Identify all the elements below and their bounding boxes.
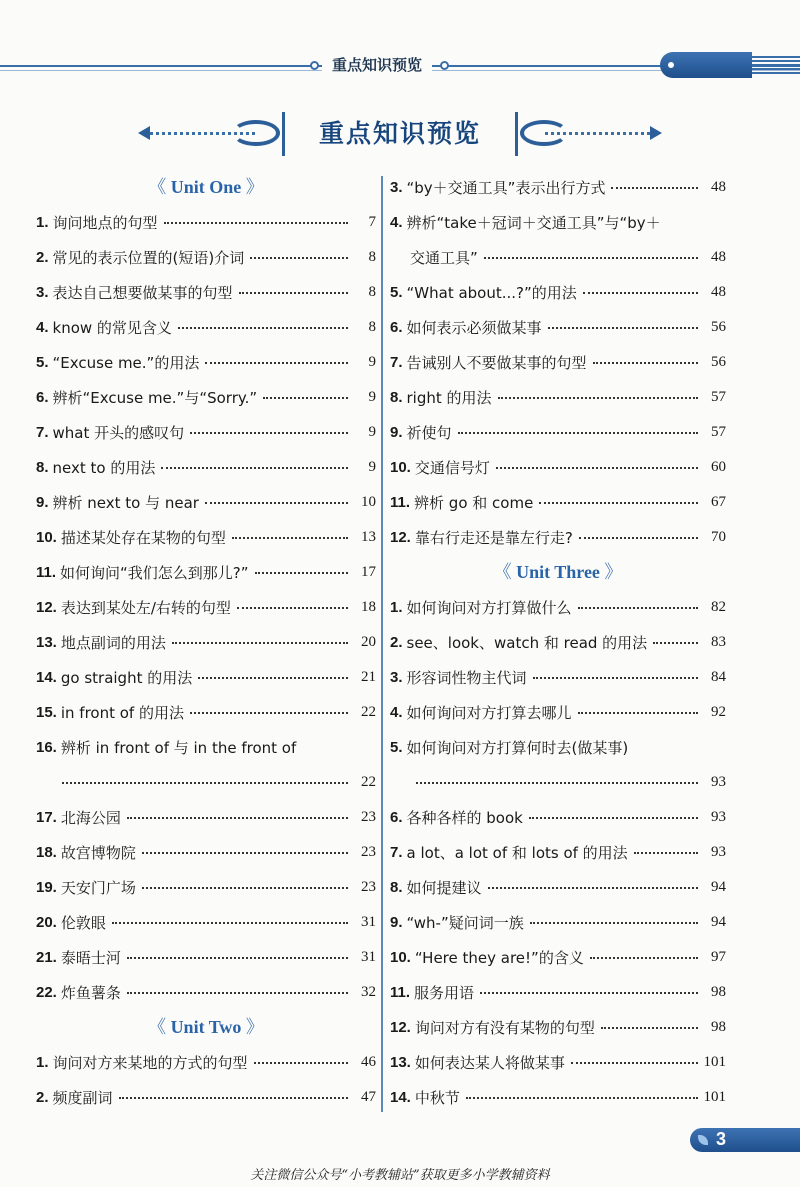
dot-leader: [593, 362, 698, 364]
entry-title: 各种各样的 book: [406, 809, 523, 827]
unit-heading: 《 Unit Two 》: [148, 1017, 264, 1037]
toc-entry[interactable]: [390, 695, 726, 730]
toc-entry[interactable]: [390, 730, 726, 765]
toc-entry[interactable]: [36, 835, 376, 870]
toc-entry[interactable]: [36, 730, 376, 765]
leaf-icon: [698, 1135, 708, 1145]
entry-title: next to 的用法: [52, 459, 156, 477]
entry-title-continued: 交通工具”: [410, 249, 478, 267]
footer-note: 关注微信公众号“小考教辅站”获取更多小学教辅资料: [250, 1168, 550, 1183]
entry-title: 频度副词: [52, 1089, 113, 1107]
entry-title: “wh-”疑问词一族: [406, 914, 524, 932]
dotted-ornament: [545, 132, 650, 135]
entry-number: 4.: [390, 704, 403, 721]
unit-heading: 《 Unit Three 》: [493, 562, 623, 582]
dot-leader: [142, 852, 348, 854]
entry-title: 常见的表示位置的(短语)介词: [52, 249, 245, 267]
dot-leader: [178, 327, 348, 329]
entry-title: 辨析 in front of 与 in the front of: [60, 739, 297, 757]
unit-heading: 《 Unit One 》: [148, 177, 264, 197]
entry-title: 如何询问对方打算做什么: [406, 599, 572, 617]
circle-ornament-icon: [440, 61, 449, 70]
dot-leader: [571, 1062, 698, 1064]
entry-number: 10.: [36, 529, 57, 546]
dot-leader: [119, 1097, 348, 1099]
dot-leader: [498, 397, 698, 399]
toc-entry[interactable]: [390, 310, 726, 345]
entry-number: 7.: [390, 354, 403, 371]
entry-page: 94: [711, 914, 726, 930]
dot-leader: [239, 292, 348, 294]
entry-page: 57: [711, 389, 726, 405]
entry-number: 5.: [390, 284, 403, 301]
dot-leader: [232, 537, 348, 539]
entry-title: 表达到某处左/右转的句型: [60, 599, 231, 617]
entry-title: 描述某处存在某物的句型: [60, 529, 226, 547]
entry-page: 101: [703, 1054, 726, 1070]
entry-page: 48: [711, 179, 726, 195]
entry-title: 祈使句: [406, 424, 452, 442]
toc-entry[interactable]: [390, 380, 726, 415]
dot-leader: [578, 607, 698, 609]
entry-page: 13: [361, 529, 376, 545]
dot-leader: [634, 852, 698, 854]
toc-entry[interactable]: [36, 310, 376, 345]
entry-title: see、look、watch 和 read 的用法: [406, 634, 648, 652]
dot-leader: [601, 1027, 698, 1029]
entry-title: 询问地点的句型: [52, 214, 158, 232]
entry-title: 如何表达某人将做某事: [414, 1054, 565, 1072]
entry-page: 47: [361, 1089, 376, 1105]
entry-number: 8.: [36, 459, 49, 476]
dot-leader: [496, 467, 698, 469]
entry-title: go straight 的用法: [60, 669, 193, 687]
entry-page: 8: [368, 284, 376, 300]
dot-leader: [488, 887, 698, 889]
dot-leader: [458, 432, 698, 434]
entry-page: 83: [711, 634, 726, 650]
entry-number: 11.: [390, 984, 411, 1001]
dot-leader: [237, 607, 348, 609]
entry-number: 8.: [390, 389, 403, 406]
toc-entry[interactable]: [390, 485, 726, 520]
toc-column-left: [36, 170, 376, 1115]
toc-entry[interactable]: [390, 415, 726, 450]
entry-number: 8.: [390, 879, 403, 896]
toc-entry-continuation: [36, 765, 376, 800]
entry-number: 16.: [36, 739, 57, 756]
header-stripes: [752, 56, 800, 74]
dot-leader: [653, 642, 698, 644]
entry-page: 93: [711, 844, 726, 860]
entry-number: 4.: [36, 319, 49, 336]
entry-title: 天安门广场: [60, 879, 136, 897]
entry-number: 12.: [390, 1019, 411, 1036]
entry-number: 18.: [36, 844, 57, 861]
header-band: [0, 48, 800, 84]
entry-number: 1.: [390, 599, 403, 616]
dot-leader: [172, 642, 348, 644]
toc-entry[interactable]: [36, 975, 376, 1010]
entry-title: 地点副词的用法: [60, 634, 166, 652]
entry-number: 10.: [390, 949, 411, 966]
entry-number: 2.: [36, 249, 49, 266]
entry-title: know 的常见含义: [52, 319, 172, 337]
toc-entry[interactable]: [36, 205, 376, 240]
column-divider: [381, 176, 383, 1112]
entry-title: in front of 的用法: [60, 704, 184, 722]
dot-leader: [579, 537, 698, 539]
dot-leader: [263, 397, 348, 399]
dot-leader: [611, 187, 698, 189]
entry-title: what 开头的感叹句: [52, 424, 185, 442]
entry-number: 5.: [36, 354, 49, 371]
entry-page: 8: [368, 249, 376, 265]
entry-page: 57: [711, 424, 726, 440]
entry-page: 31: [361, 949, 376, 965]
toc-entry[interactable]: [36, 625, 376, 660]
entry-title: “by＋交通工具”表示出行方式: [406, 179, 606, 197]
header-title: 重点知识预览: [322, 54, 432, 75]
entry-number: 3.: [36, 284, 49, 301]
page-number: 3: [716, 1129, 727, 1149]
entry-title: 辨析“take＋冠词＋交通工具”与“by＋: [406, 214, 661, 232]
dot-leader: [530, 922, 698, 924]
entry-number: 6.: [390, 809, 403, 826]
dot-leader: [254, 1062, 348, 1064]
entry-page: 67: [711, 494, 726, 510]
entry-page: 101: [703, 1089, 726, 1105]
dot-leader: [190, 432, 348, 434]
toc-entry[interactable]: [390, 940, 726, 975]
entry-number: 9.: [390, 424, 403, 441]
toc-entry[interactable]: [36, 240, 376, 275]
dot-leader: [255, 572, 348, 574]
entry-page: 17: [361, 564, 376, 580]
entry-number: 10.: [390, 459, 411, 476]
entry-number: 6.: [390, 319, 403, 336]
entry-page: 9: [368, 424, 376, 440]
entry-title: 伦敦眼: [60, 914, 106, 932]
toc-entry[interactable]: [390, 1045, 726, 1080]
dot-leader: [164, 222, 348, 224]
toc-entry[interactable]: [36, 520, 376, 555]
entry-title: 靠右行走还是靠左行走?: [414, 529, 573, 547]
entry-title: 如何表示必须做某事: [406, 319, 542, 337]
dot-leader: [539, 502, 698, 504]
entry-title: 如何提建议: [406, 879, 482, 897]
dot-leader: [548, 327, 698, 329]
entry-number: 11.: [390, 494, 411, 511]
toc-column-right: [390, 170, 726, 1115]
dot-leader: [112, 922, 348, 924]
toc-entry[interactable]: [390, 800, 726, 835]
entry-page: 20: [361, 634, 376, 650]
entry-page: 32: [361, 984, 376, 1000]
entry-title: 服务用语: [414, 984, 475, 1002]
entry-number: 12.: [390, 529, 411, 546]
dot-leader: [533, 677, 698, 679]
dot-leader: [62, 782, 348, 784]
toc-entry[interactable]: [36, 275, 376, 310]
arrow-ornament-icon: [138, 126, 150, 140]
entry-title: 北海公园: [60, 809, 121, 827]
toc-entry[interactable]: [36, 870, 376, 905]
entry-title: 中秋节: [414, 1089, 460, 1107]
entry-page: 9: [368, 389, 376, 405]
entry-number: 9.: [36, 494, 49, 511]
toc-entry[interactable]: [36, 800, 376, 835]
toc-entry[interactable]: [390, 520, 726, 555]
toc-entry[interactable]: [36, 450, 376, 485]
entry-page: 84: [711, 669, 726, 685]
toc-entry-continuation: [390, 765, 726, 800]
dot-leader: [205, 502, 348, 504]
entry-title: 故宫博物院: [60, 844, 136, 862]
dot-leader: [583, 292, 698, 294]
entry-number: 13.: [36, 634, 57, 651]
entry-page: 93: [711, 774, 726, 790]
entry-number: 7.: [36, 424, 49, 441]
dot-leader: [127, 957, 348, 959]
entry-title: 询问对方来某地的方式的句型: [52, 1054, 248, 1072]
dot-leader: [190, 712, 348, 714]
toc-entry[interactable]: [36, 345, 376, 380]
entry-number: 15.: [36, 704, 57, 721]
entry-page: 48: [711, 284, 726, 300]
entry-page: 82: [711, 599, 726, 615]
entry-title: 如何询问对方打算何时去(做某事): [406, 739, 629, 757]
dot-leader: [205, 362, 348, 364]
entry-number: 6.: [36, 389, 49, 406]
toc-entry[interactable]: [390, 975, 726, 1010]
entry-page: 23: [361, 809, 376, 825]
circle-ornament-icon: [310, 61, 319, 70]
toc-entry[interactable]: [36, 940, 376, 975]
entry-title: 表达自己想要做某事的句型: [52, 284, 233, 302]
dot-leader: [590, 957, 698, 959]
toc-entry[interactable]: [390, 625, 726, 660]
entry-page: 60: [711, 459, 726, 475]
entry-number: 4.: [390, 214, 403, 231]
dot-leader: [466, 1097, 698, 1099]
toc-entry[interactable]: [36, 1045, 376, 1080]
entry-title: 炸鱼薯条: [60, 984, 121, 1002]
entry-number: 22.: [36, 984, 57, 1001]
entry-page: 23: [361, 879, 376, 895]
entry-page: 56: [711, 354, 726, 370]
dot-leader: [161, 467, 348, 469]
entry-title: 如何询问对方打算去哪儿: [406, 704, 572, 722]
entry-title: 询问对方有没有某物的句型: [414, 1019, 595, 1037]
toc-entry[interactable]: [390, 205, 726, 240]
toc-entry[interactable]: [36, 485, 376, 520]
toc-entry[interactable]: [390, 450, 726, 485]
toc-entry[interactable]: [390, 870, 726, 905]
entry-title: 形容词性物主代词: [406, 669, 527, 687]
toc-entry[interactable]: [390, 345, 726, 380]
entry-page: 94: [711, 879, 726, 895]
arrow-ornament-icon: [650, 126, 662, 140]
toc-entry[interactable]: [390, 905, 726, 940]
entry-number: 1.: [36, 214, 49, 231]
toc-entry[interactable]: [390, 1010, 726, 1045]
page-title: 重点知识预览: [282, 112, 518, 156]
dot-leader: [198, 677, 348, 679]
toc-entry[interactable]: [390, 590, 726, 625]
dot-leader: [142, 887, 348, 889]
entry-page: 56: [711, 319, 726, 335]
section-title-banner: [0, 112, 800, 156]
toc-entry[interactable]: [390, 275, 726, 310]
entry-number: 19.: [36, 879, 57, 896]
entry-title: “What about...?”的用法: [406, 284, 577, 302]
entry-page: 8: [368, 319, 376, 335]
entry-number: 20.: [36, 914, 57, 931]
entry-number: 2.: [390, 634, 403, 651]
entry-number: 3.: [390, 179, 403, 196]
entry-number: 14.: [390, 1089, 411, 1106]
entry-title: 交通信号灯: [414, 459, 490, 477]
entry-number: 11.: [36, 564, 57, 581]
entry-page: 7: [368, 214, 376, 230]
entry-number: 3.: [390, 669, 403, 686]
entry-page: 48: [711, 249, 726, 265]
entry-page: 10: [361, 494, 376, 510]
page-number-tab: [690, 1128, 800, 1152]
toc-entry[interactable]: [36, 555, 376, 590]
entry-number: 13.: [390, 1054, 411, 1071]
dot-leader: [127, 817, 348, 819]
entry-title: 如何询问“我们怎么到那儿?”: [60, 564, 249, 582]
dot-leader: [529, 817, 698, 819]
toc-entry[interactable]: [36, 590, 376, 625]
entry-number: 12.: [36, 599, 57, 616]
entry-title: right 的用法: [406, 389, 492, 407]
header-tab: [660, 52, 752, 78]
entry-page: 9: [368, 459, 376, 475]
entry-page: 92: [711, 704, 726, 720]
toc-entry[interactable]: [390, 835, 726, 870]
entry-title: 泰晤士河: [60, 949, 121, 967]
entry-number: 5.: [390, 739, 403, 756]
entry-page: 23: [361, 844, 376, 860]
toc-entry[interactable]: [36, 905, 376, 940]
entry-title: “Excuse me.”的用法: [52, 354, 200, 372]
entry-page: 70: [711, 529, 726, 545]
entry-number: 7.: [390, 844, 403, 861]
entry-number: 2.: [36, 1089, 49, 1106]
entry-title: 辨析 next to 与 near: [52, 494, 199, 512]
toc-entry[interactable]: [36, 380, 376, 415]
toc-entry[interactable]: [36, 660, 376, 695]
entry-page: 46: [361, 1054, 376, 1070]
entry-number: 1.: [36, 1054, 49, 1071]
entry-page: 9: [368, 354, 376, 370]
entry-title: 告诫别人不要做某事的句型: [406, 354, 587, 372]
entry-number: 17.: [36, 809, 57, 826]
dot-leader: [416, 782, 698, 784]
toc-entry[interactable]: [36, 1080, 376, 1115]
dot-leader: [484, 257, 698, 259]
entry-number: 9.: [390, 914, 403, 931]
dot-leader: [480, 992, 698, 994]
entry-title: 辨析“Excuse me.”与“Sorry.”: [52, 389, 258, 407]
toc-entry[interactable]: [390, 660, 726, 695]
entry-title: 辨析 go 和 come: [414, 494, 534, 512]
toc-entry-continuation: [390, 240, 726, 275]
toc-entry[interactable]: [36, 415, 376, 450]
toc-entry[interactable]: [36, 695, 376, 730]
entry-page: 93: [711, 809, 726, 825]
dot-leader: [127, 992, 348, 994]
entry-title: “Here they are!”的含义: [414, 949, 584, 967]
swirl-ornament-icon: [232, 120, 280, 146]
dot-leader: [250, 257, 348, 259]
entry-title: a lot、a lot of 和 lots of 的用法: [406, 844, 628, 862]
entry-page: 22: [361, 704, 376, 720]
entry-page: 21: [361, 669, 376, 685]
toc-entry[interactable]: [390, 1080, 726, 1115]
entry-page: 98: [711, 1019, 726, 1035]
entry-number: 14.: [36, 669, 57, 686]
toc-entry[interactable]: [390, 170, 726, 205]
entry-page: 22: [361, 774, 376, 790]
entry-page: 97: [711, 949, 726, 965]
entry-page: 98: [711, 984, 726, 1000]
entry-page: 18: [361, 599, 376, 615]
dot-leader: [578, 712, 698, 714]
entry-number: 21.: [36, 949, 57, 966]
entry-page: 31: [361, 914, 376, 930]
